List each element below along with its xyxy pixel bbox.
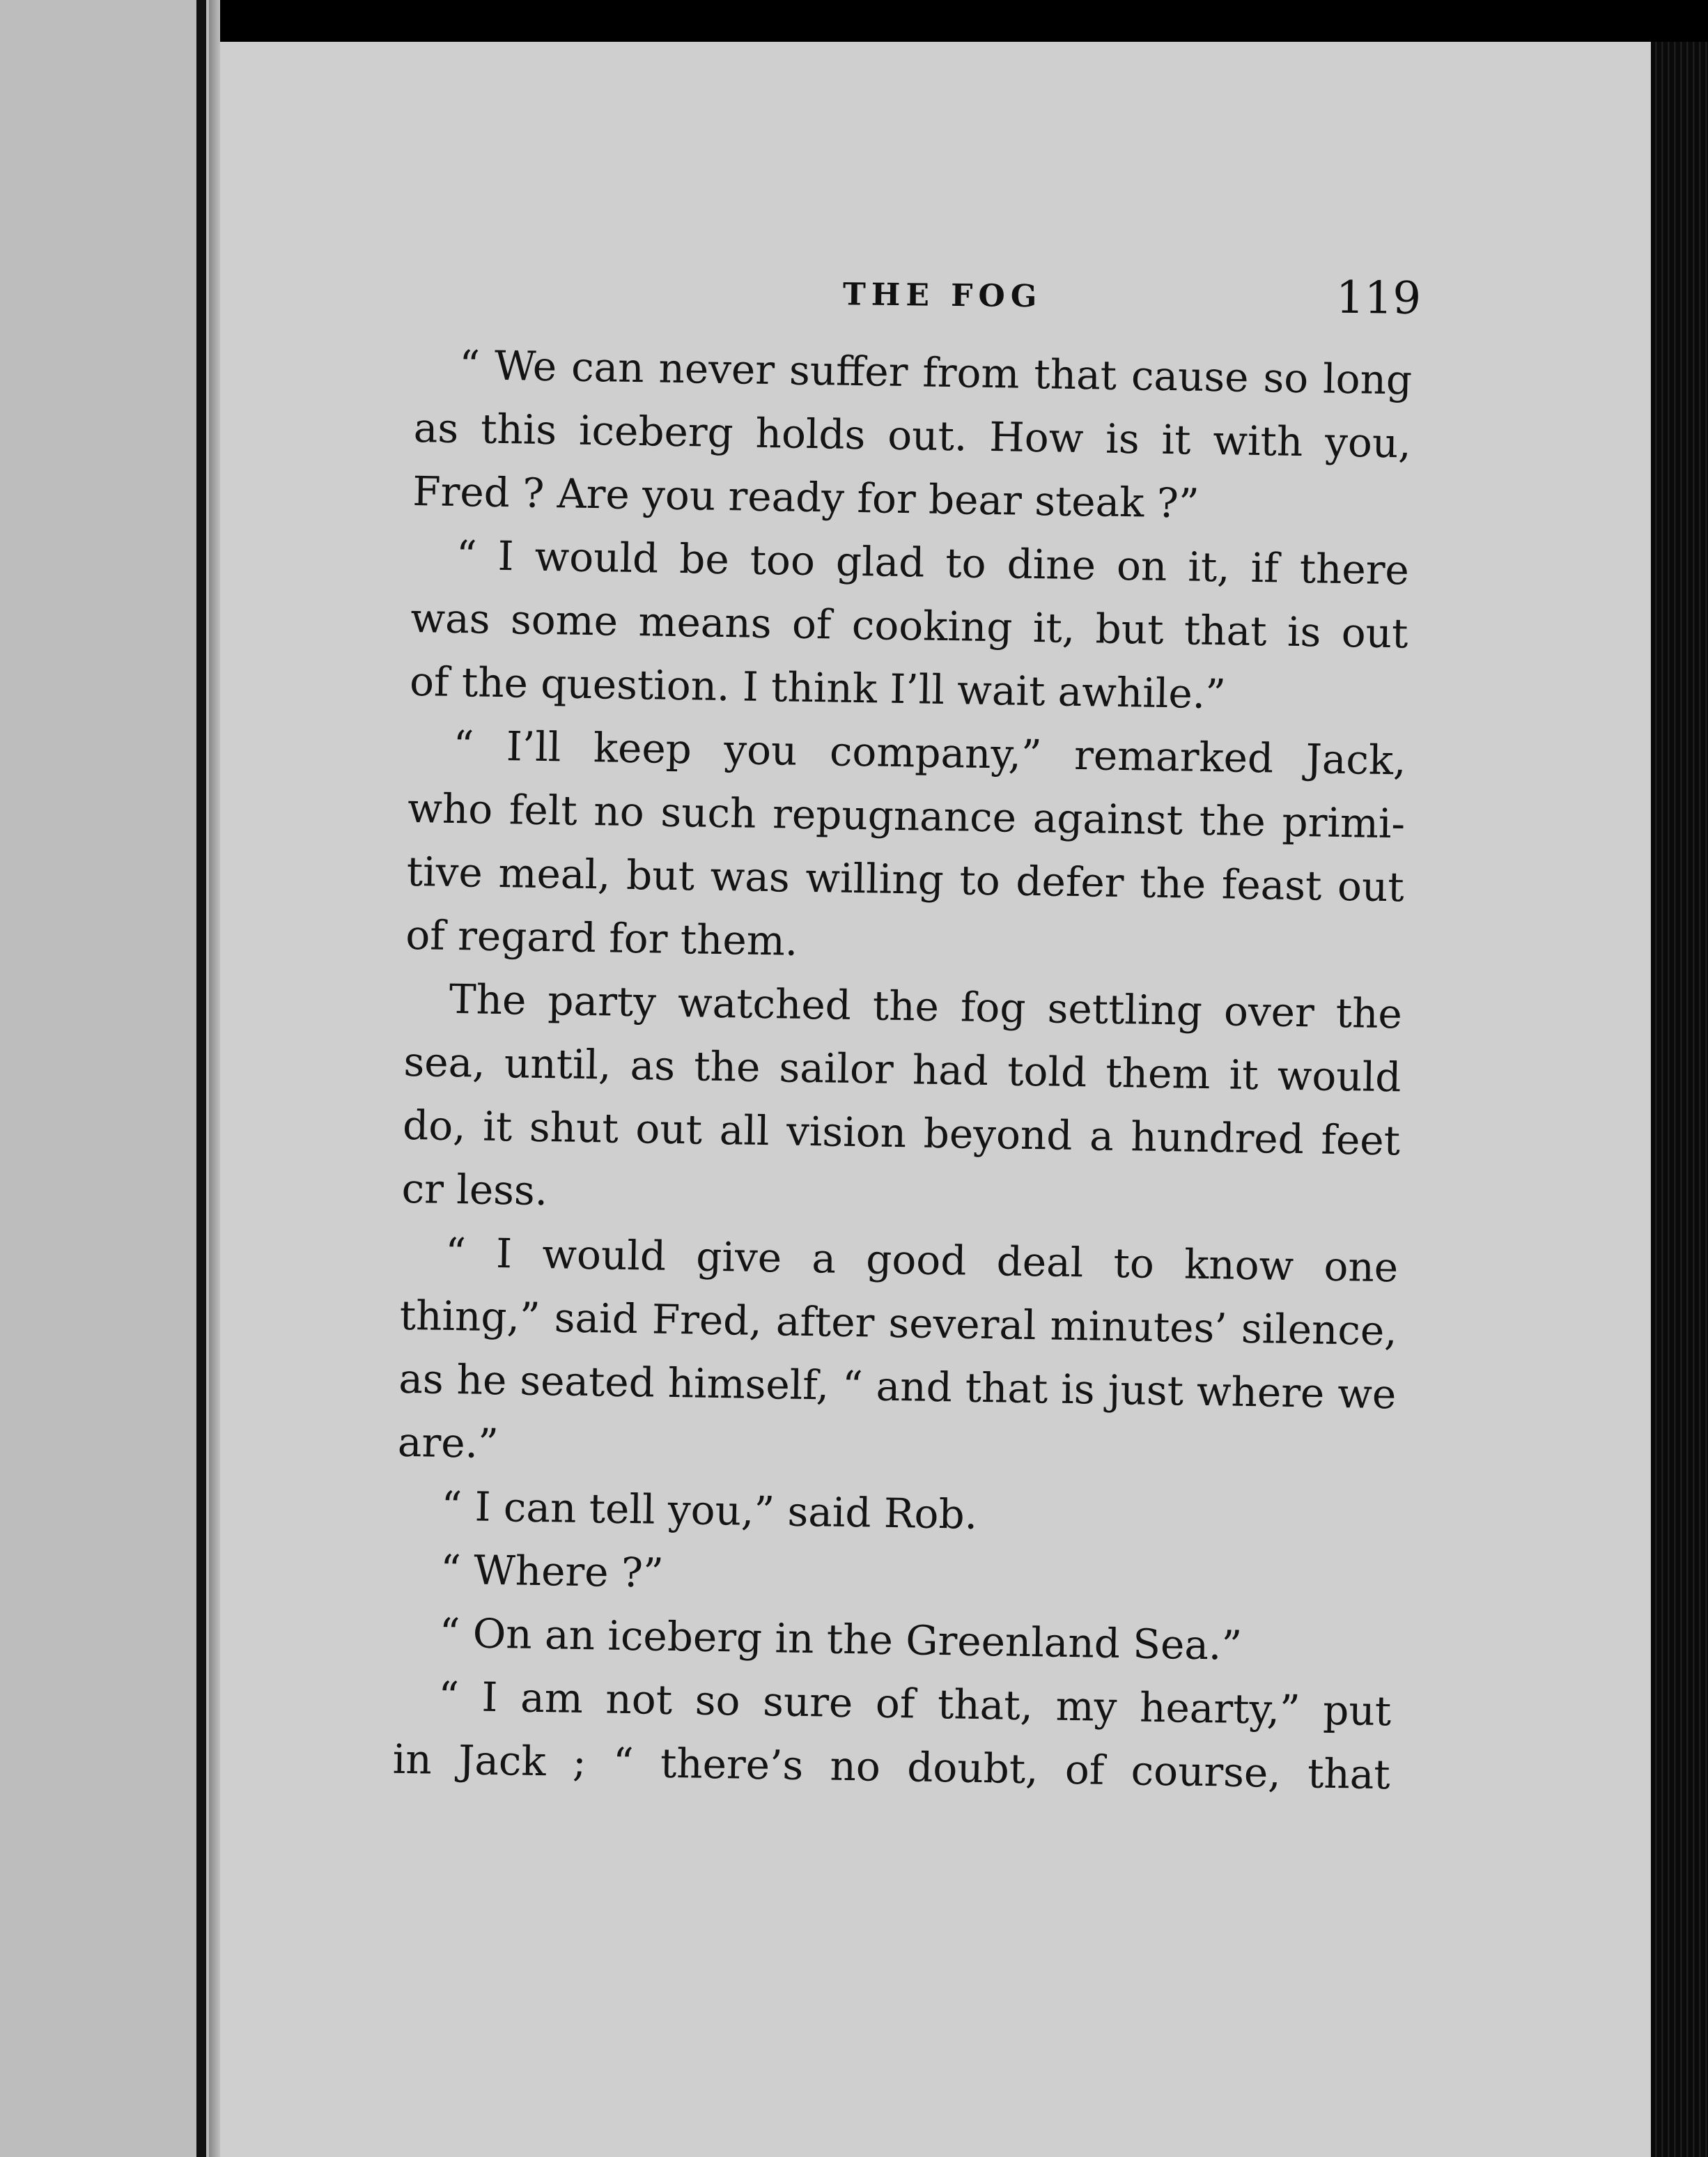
text-line: of the question. I think I’ll wait awhile.” xyxy=(409,657,1227,718)
page-header xyxy=(627,265,1422,336)
text-line: tive meal, but was willing to defer the feast out xyxy=(406,847,1405,911)
text-line: “ On an iceberg in the Greenland Sea.” xyxy=(439,1609,1243,1669)
running-head: THE FOG xyxy=(842,277,1043,315)
text-line: as he seated himself, “ and that is just where we xyxy=(398,1354,1397,1418)
text-line: “ We can never suffer from that cause so long xyxy=(458,341,1413,404)
page-number: 119 xyxy=(1335,272,1422,325)
text-line: “ I’ll keep you company,” remarked Jack, xyxy=(453,721,1407,784)
text-line: was some means of cooking it, but that is out xyxy=(410,594,1408,658)
body-text xyxy=(392,333,1413,1807)
book-page-edges xyxy=(1651,42,1708,2157)
text-line: cr less. xyxy=(401,1164,548,1215)
text-line: “ I would be too glad to dine on it, if there xyxy=(456,531,1410,594)
text-line: Fred ? Are you ready for bear steak ?” xyxy=(412,467,1200,527)
book-gutter xyxy=(196,0,206,2157)
text-line: of regard for them. xyxy=(405,911,798,965)
scan-top-border xyxy=(220,0,1708,42)
text-line: “ I can tell you,” said Rob. xyxy=(441,1482,978,1538)
facing-page-blank xyxy=(0,0,209,2157)
text-line: “ I am not so sure of that, my hearty,” put xyxy=(437,1672,1392,1735)
text-line: “ I would give a good deal to know one xyxy=(444,1228,1399,1292)
text-line: in Jack ; “ there’s no doubt, of course, that xyxy=(392,1735,1391,1799)
text-line: thing,” said Fred, after several minutes’ silence, xyxy=(399,1291,1398,1355)
text-line: who felt no such repugnance against the primi- xyxy=(407,784,1406,848)
text-line: as this iceberg holds out. How is it with you, xyxy=(413,403,1412,467)
text-line: “ Where ?” xyxy=(440,1545,665,1597)
text-line: are.” xyxy=(397,1418,499,1468)
text-line: The party watched the fog settling over the xyxy=(449,975,1403,1038)
text-line: sea, until, as the sailor had told them it would xyxy=(403,1037,1402,1101)
text-line: do, it shut out all vision beyond a hundred feet xyxy=(402,1101,1401,1165)
